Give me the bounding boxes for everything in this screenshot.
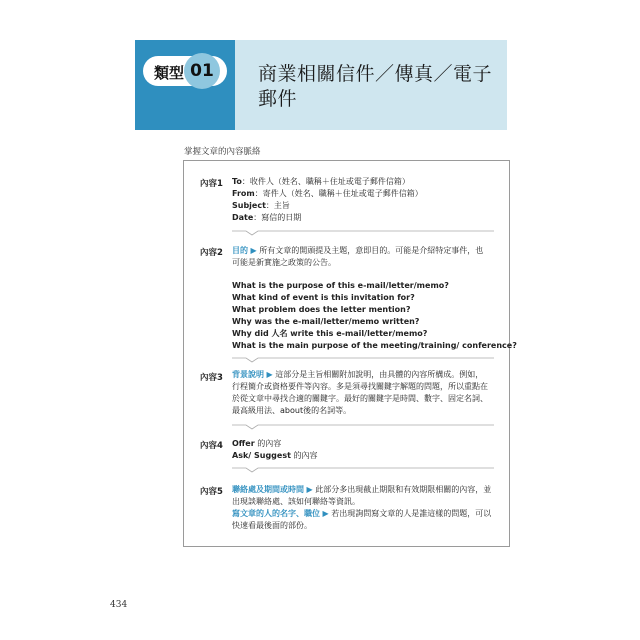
page-title: 商業相關信件／傳真／電子郵件 [258,63,493,110]
page-number: 434 [110,600,128,610]
content4-line: Offer 的內容 [232,439,282,448]
content3-line: 最高級用法、about後的名詞等。 [232,406,352,415]
content4-line: Ask/ Suggest 的內容 [232,451,318,460]
question-line: What kind of event is this invitation for? [232,293,415,302]
content2-label: 內容2 [200,248,223,258]
content1-line: Subject：主旨 [232,201,290,210]
section-heading: 掌握文章的內容脈絡 [184,147,261,157]
divider [232,463,494,473]
arrow-right-icon: ▶ [322,509,329,518]
question-line: Why was the e-mail/letter/memo written? [232,317,420,326]
content5-label: 內容5 [200,487,223,497]
content1-line: From：寄件人（姓名、職稱＋住址或電子郵件信箱） [232,189,423,198]
content1-line: Date：寫信的日期 [232,213,302,222]
arrow-right-icon: ▶ [250,246,257,255]
question-line: What is the purpose of this e-mail/letter/memo? [232,281,449,290]
content1-label: 內容1 [200,179,223,189]
arrow-right-icon: ▶ [266,370,273,379]
content1-line: To：收件人（姓名、職稱＋住址或電子郵件信箱） [232,177,410,186]
content2-line: 可能是新實施之政策的公告。 [232,258,336,267]
divider [232,353,494,363]
content5-line: 快速看最後面的部份。 [232,521,312,530]
divider [232,420,494,430]
divider [232,226,494,236]
arrow-right-icon: ▶ [306,485,313,494]
type-number: 01 [184,53,220,89]
content3-line: 背景說明 ▶ 這部分是主旨相關附加說明，由具體的內容所構成。例如， [232,370,484,379]
content5-line: 聯絡處及期間或時間 ▶ 此部分多出現截止期限和有效期限相關的內容，並 [232,485,492,494]
content3-label: 內容3 [200,373,223,383]
question-line: Why did 人名 write this e-mail/letter/memo? [232,329,428,338]
content3-line: 於從文章中尋找合適的關鍵字。最好的關鍵字是時間、數字、固定名詞、 [232,394,488,403]
content3-line: 行程簡介或資格要件等內容。多是須尋找關鍵字解題的問題，所以重點在 [232,382,488,391]
question-line: What problem does the letter mention? [232,305,411,314]
content2-line: 目的 ▶ 所有文章的開頭提及主題，意即目的。可能是介紹特定事件，也 [232,246,484,255]
content5-line: 寫文章的人的名字、職位 ▶ 若出現詢問寫文章的人是誰這樣的問題，可以 [232,509,492,518]
content4-label: 內容4 [200,441,223,451]
content5-line: 出現談聯絡處、該如何聯絡等資訊。 [232,497,360,506]
question-line: What is the main purpose of the meeting/training/ conference? [232,341,517,350]
type-label: 類型 [154,64,185,82]
